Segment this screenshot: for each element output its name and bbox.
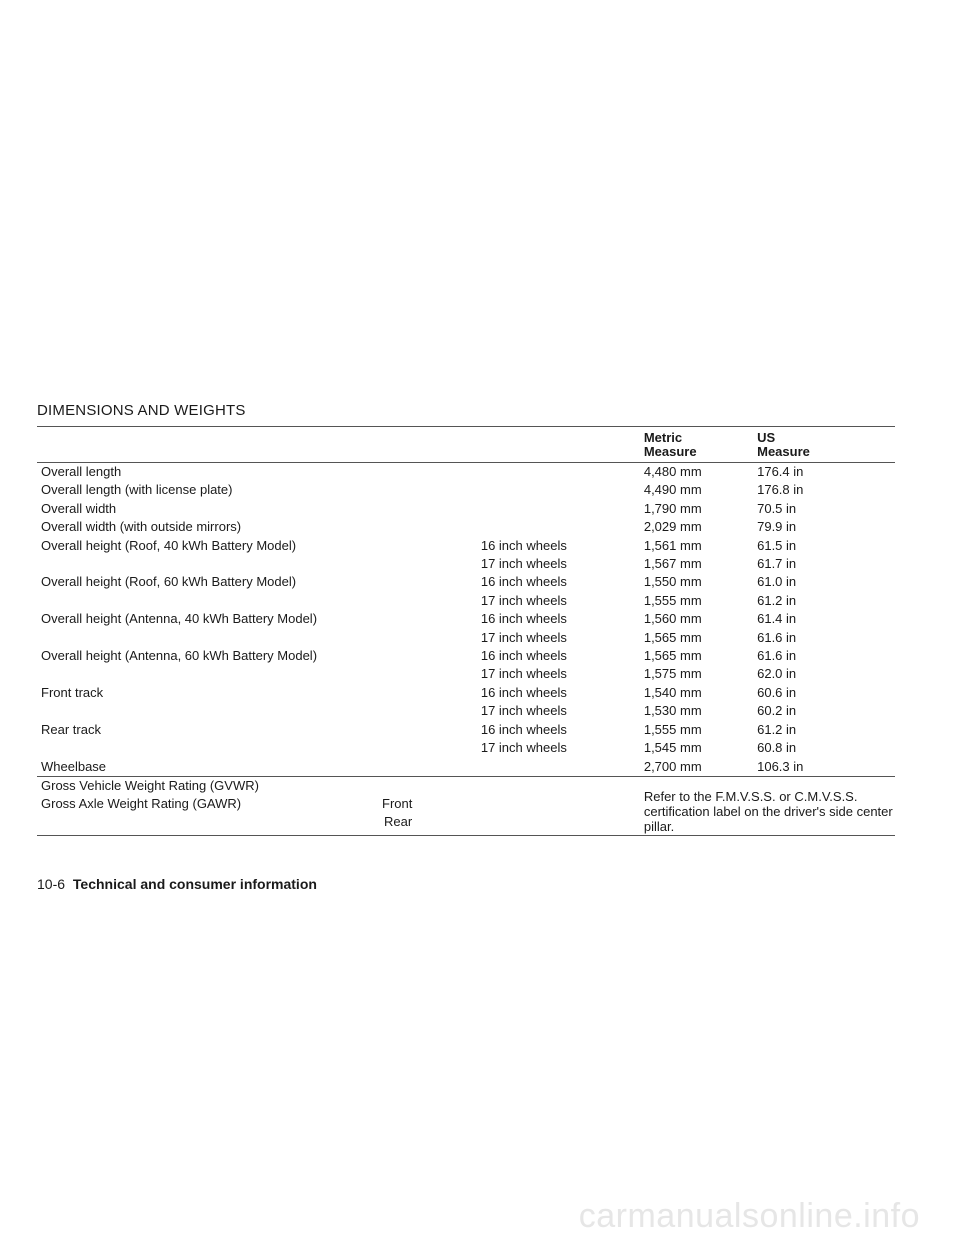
weight-rating-row [37, 776, 895, 835]
table-row [37, 629, 895, 647]
header-metric: Metric Measure [643, 430, 697, 459]
table-row [37, 537, 895, 555]
table-row [37, 573, 895, 591]
row-us-value: 61.2 in [757, 721, 797, 737]
row-us-value: 62.0 in [757, 666, 797, 682]
row-us-value: 60.6 in [757, 684, 797, 700]
row-us-value: 176.4 in [757, 464, 804, 479]
row-wheel-size: 17 inch wheels [480, 740, 567, 756]
row-wheel-size: 17 inch wheels [480, 556, 567, 572]
row-description [37, 665, 481, 683]
row-metric-value: 4,480 mm [643, 464, 702, 479]
row-metric-value: 1,550 mm [643, 574, 702, 590]
row-description: Overall width [41, 500, 117, 516]
row-wheel-size [481, 758, 643, 777]
row-wheel-size: 17 inch wheels [480, 666, 567, 682]
row-metric-value: 1,565 mm [643, 648, 702, 664]
table-row [37, 481, 895, 499]
table-row [37, 721, 895, 739]
header-description [37, 427, 481, 463]
row-us-value: 60.8 in [757, 740, 797, 756]
row-us-value: 61.4 in [757, 611, 797, 627]
row-description: Overall width (with outside mirrors) [41, 519, 242, 535]
row-metric-value: 1,560 mm [643, 611, 702, 627]
row-us-value: 79.9 in [757, 519, 797, 535]
row-metric-value: 2,029 mm [643, 519, 702, 535]
row-metric-value: 1,540 mm [643, 684, 702, 700]
row-us-value: 60.2 in [757, 703, 797, 719]
row-wheel-size: 16 inch wheels [480, 537, 567, 553]
row-us-value: 61.0 in [757, 574, 797, 590]
row-description: Overall height (Roof, 60 kWh Battery Model) [41, 574, 297, 590]
row-description [37, 555, 481, 573]
certification-note: Refer to the F.M.V.S.S. or C.M.V.S.S. certification label on the driver's side center pillar. [643, 788, 893, 834]
header-wheels [481, 427, 643, 463]
row-us-value: 61.7 in [757, 556, 797, 572]
row-wheel-size [481, 463, 643, 482]
row-wheel-size: 17 inch wheels [480, 703, 567, 719]
row-us-value: 106.3 in [757, 758, 804, 774]
row-us-value: 61.6 in [757, 648, 797, 664]
row-us-value: 61.5 in [757, 537, 797, 553]
row-wheel-size: 16 inch wheels [480, 611, 567, 627]
row-wheel-size [481, 518, 643, 536]
gawr-rear-label: Rear [384, 813, 413, 829]
table-row [37, 518, 895, 536]
row-metric-value: 1,561 mm [643, 537, 702, 553]
table-row [37, 739, 895, 757]
row-description [37, 629, 481, 647]
row-description [37, 592, 481, 610]
row-description [37, 702, 481, 720]
row-description: Overall length [41, 464, 122, 479]
table-row [37, 758, 895, 777]
table-row [37, 555, 895, 573]
row-metric-value: 1,555 mm [643, 592, 702, 608]
row-us-value: 70.5 in [757, 500, 797, 516]
row-us-value: 176.8 in [757, 482, 804, 498]
table-body [37, 463, 895, 836]
row-metric-value: 1,530 mm [643, 703, 702, 719]
row-wheel-size: 16 inch wheels [480, 648, 567, 664]
row-wheel-size: 17 inch wheels [480, 592, 567, 608]
row-metric-value: 1,790 mm [643, 500, 702, 516]
table-header [37, 427, 895, 463]
gawr-label: Gross Axle Weight Rating (GAWR) [41, 795, 242, 811]
page-number: 10-6 [37, 876, 66, 892]
row-description: Overall height (Antenna, 60 kWh Battery Model) [41, 648, 318, 664]
row-description [37, 739, 481, 757]
row-description: Overall height (Roof, 40 kWh Battery Model) [41, 537, 297, 553]
table-row [37, 702, 895, 720]
row-metric-value: 1,555 mm [643, 721, 702, 737]
row-us-value: 61.6 in [757, 629, 797, 645]
table-row [37, 610, 895, 628]
row-wheel-size [481, 500, 643, 518]
chapter-title: Technical and consumer information [72, 876, 317, 892]
weight-labels-cell [37, 776, 643, 835]
row-wheel-size: 16 inch wheels [480, 721, 567, 737]
row-metric-value: 2,700 mm [643, 758, 702, 774]
table-row [37, 592, 895, 610]
row-wheel-size: 16 inch wheels [480, 684, 567, 700]
table-row [37, 647, 895, 665]
row-description: Overall length (with license plate) [41, 482, 233, 498]
row-metric-value: 1,575 mm [643, 666, 702, 682]
header-us: US Measure [757, 430, 810, 459]
section-title: DIMENSIONS AND WEIGHTS [37, 402, 246, 419]
row-metric-value: 1,565 mm [643, 629, 702, 645]
row-description: Front track [41, 684, 104, 700]
gawr-front-label: Front [382, 795, 413, 811]
dimensions-table [37, 426, 895, 836]
page-footer [37, 876, 317, 892]
row-metric-value: 1,545 mm [643, 740, 702, 756]
row-wheel-size: 17 inch wheels [480, 629, 567, 645]
row-us-value: 61.2 in [757, 592, 797, 608]
table-row [37, 463, 895, 482]
row-description: Rear track [41, 721, 101, 737]
table-row [37, 500, 895, 518]
row-description: Wheelbase [41, 758, 107, 774]
gvwr-label: Gross Vehicle Weight Rating (GVWR) [41, 777, 259, 793]
row-metric-value: 4,490 mm [643, 482, 702, 498]
watermark-text: carmanualsonline.info [578, 1197, 920, 1235]
row-wheel-size [481, 481, 643, 499]
table-row [37, 665, 895, 683]
row-metric-value: 1,567 mm [643, 556, 702, 572]
table-row [37, 684, 895, 702]
row-wheel-size: 16 inch wheels [480, 574, 567, 590]
row-description: Overall height (Antenna, 40 kWh Battery Model) [41, 611, 318, 627]
